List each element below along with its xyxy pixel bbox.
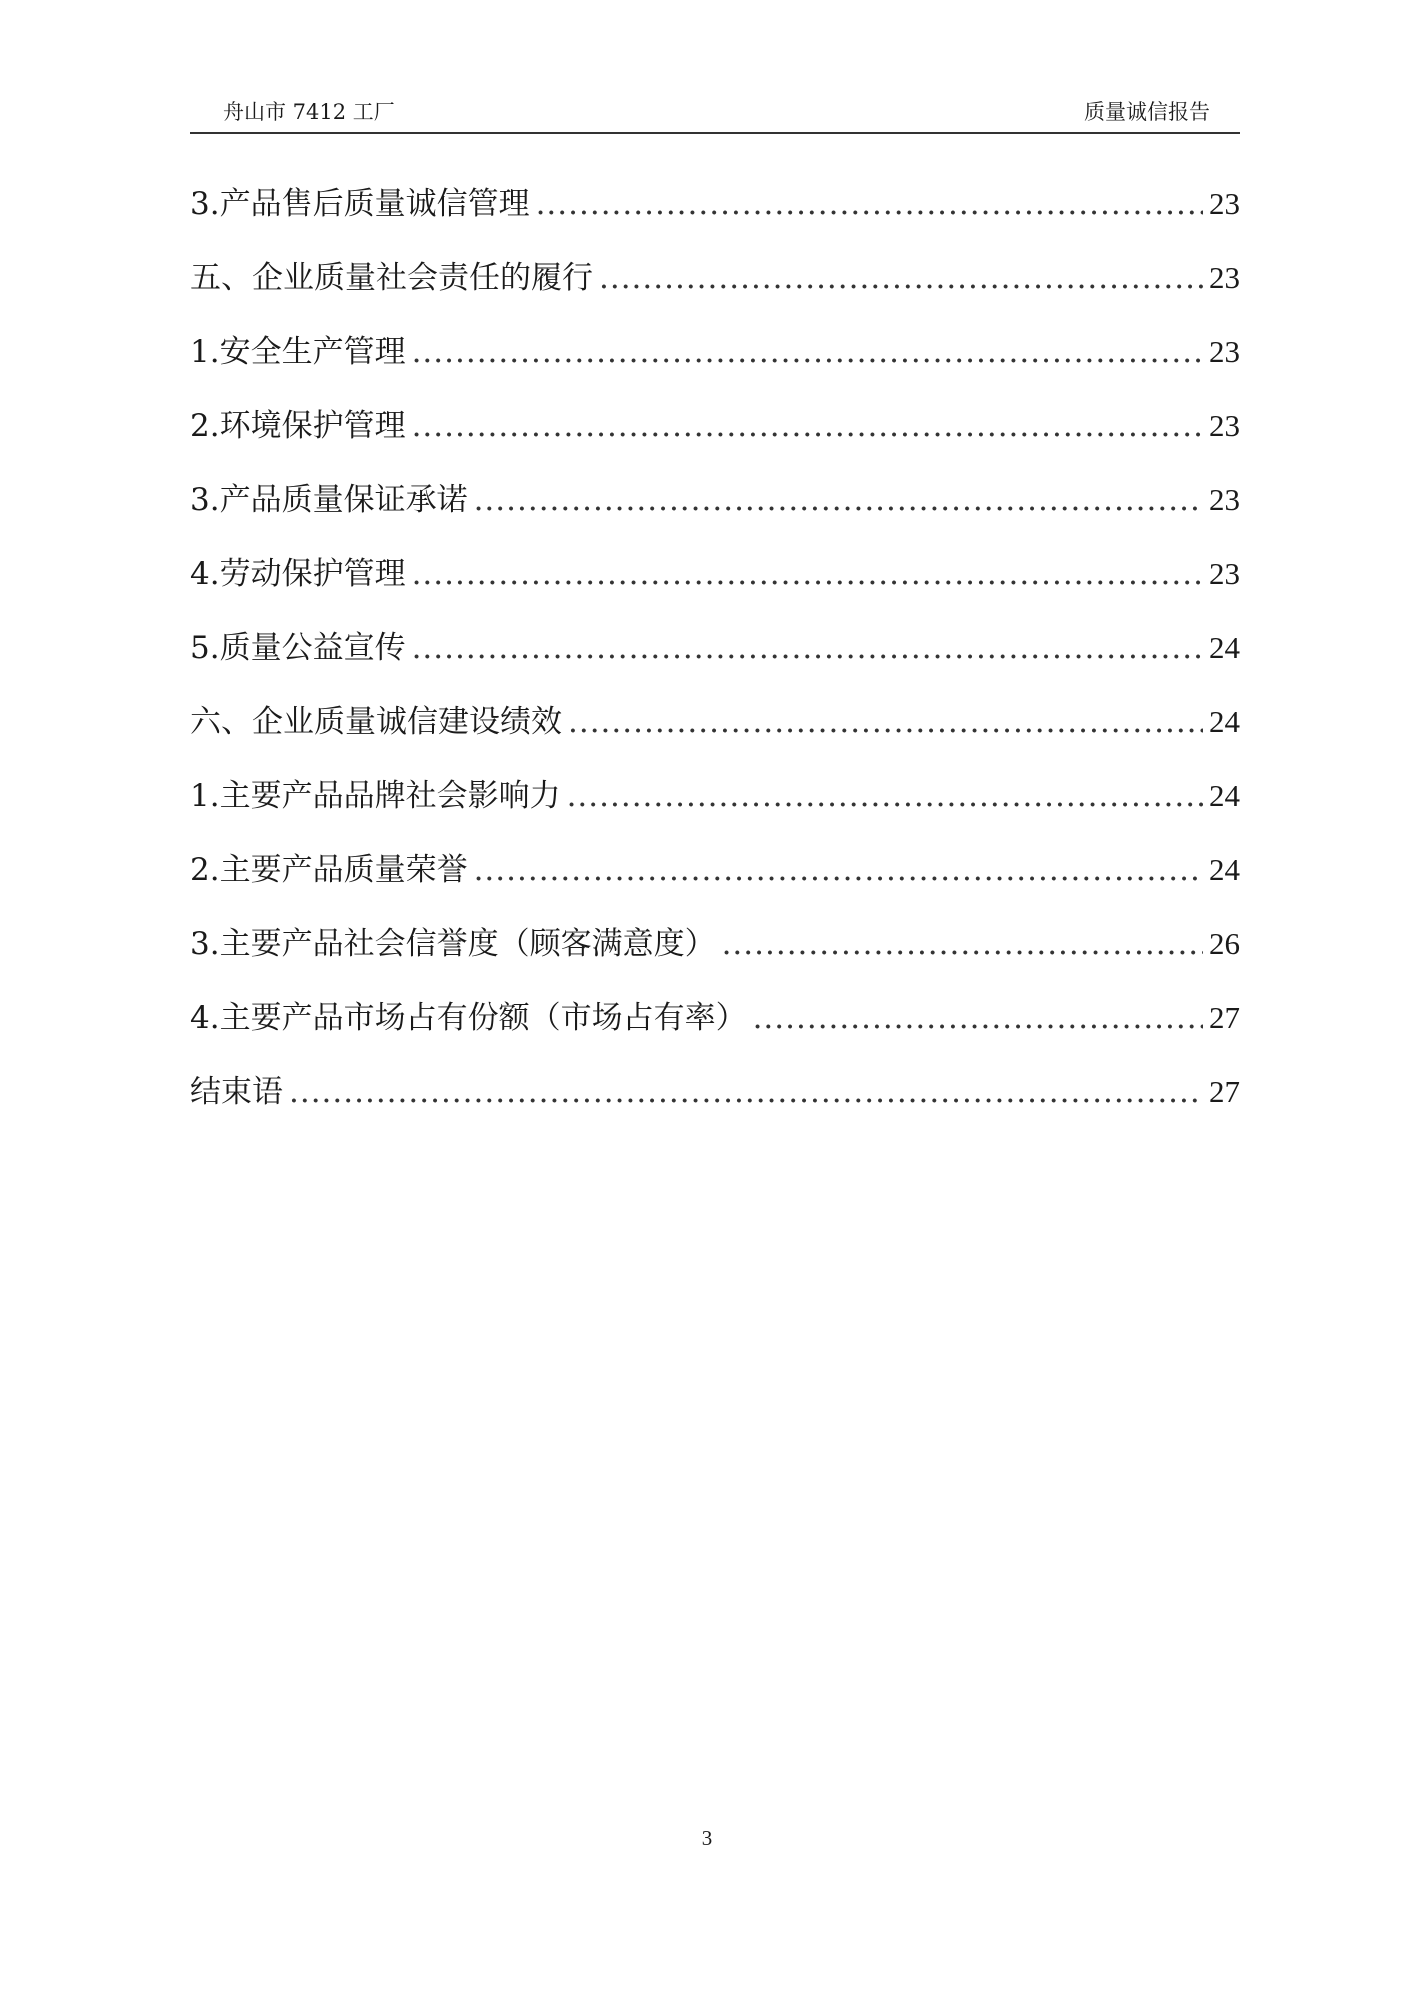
toc-dot-leader bbox=[412, 404, 1203, 448]
toc-dot-leader bbox=[536, 182, 1203, 226]
toc-entry[interactable] bbox=[190, 1070, 1240, 1144]
toc-entry-title: 五、企业质量社会责任的履行 bbox=[190, 260, 593, 296]
toc-entry-page: 23 bbox=[1209, 556, 1240, 591]
toc-entry-page: 26 bbox=[1209, 926, 1240, 961]
toc-entry[interactable] bbox=[190, 774, 1240, 848]
toc-entry[interactable] bbox=[190, 848, 1240, 922]
toc-entry-page: 24 bbox=[1209, 704, 1240, 739]
toc-entry[interactable] bbox=[190, 182, 1240, 256]
toc-entry[interactable] bbox=[190, 478, 1240, 552]
toc-entry-page: 27 bbox=[1209, 1000, 1240, 1035]
toc-entry[interactable] bbox=[190, 922, 1240, 996]
toc-entry-title: 1.安全生产管理 bbox=[190, 334, 406, 370]
toc-entry-page: 23 bbox=[1209, 482, 1240, 517]
header-organization: 舟山市 7412 工厂 bbox=[223, 100, 395, 124]
toc-entry-page: 23 bbox=[1209, 334, 1240, 369]
toc-dot-leader bbox=[412, 552, 1203, 596]
toc-dot-leader bbox=[474, 478, 1203, 522]
toc-entry[interactable] bbox=[190, 404, 1240, 478]
header-report-title: 质量诚信报告 bbox=[1084, 100, 1210, 124]
toc-entry-page: 23 bbox=[1209, 260, 1240, 295]
toc-entry[interactable] bbox=[190, 256, 1240, 330]
toc-entry-title: 2.主要产品质量荣誉 bbox=[190, 852, 468, 888]
toc-dot-leader bbox=[568, 700, 1203, 744]
toc-entry[interactable] bbox=[190, 996, 1240, 1070]
toc-entry-title: 1.主要产品品牌社会影响力 bbox=[190, 778, 561, 814]
toc-entry-title: 3.产品质量保证承诺 bbox=[190, 482, 468, 518]
toc-entry-title: 3.产品售后质量诚信管理 bbox=[190, 186, 530, 222]
toc-entry-page: 23 bbox=[1209, 408, 1240, 443]
toc-entry-title: 5.质量公益宣传 bbox=[190, 630, 406, 666]
page-header bbox=[190, 98, 1240, 134]
toc-dot-leader bbox=[289, 1070, 1203, 1114]
toc-dot-leader bbox=[599, 256, 1203, 300]
toc-entry-title: 4.主要产品市场占有份额（市场占有率） bbox=[190, 1000, 747, 1036]
toc-entry-page: 24 bbox=[1209, 630, 1240, 665]
toc-entry-title: 3.主要产品社会信誉度（顾客满意度） bbox=[190, 926, 716, 962]
toc-entry[interactable] bbox=[190, 552, 1240, 626]
table-of-contents bbox=[190, 182, 1240, 1144]
toc-entry-title: 结束语 bbox=[190, 1074, 283, 1110]
toc-dot-leader bbox=[474, 848, 1203, 892]
toc-dot-leader bbox=[753, 996, 1203, 1040]
page-number: 3 bbox=[701, 1826, 713, 1850]
toc-entry[interactable] bbox=[190, 330, 1240, 404]
toc-dot-leader bbox=[412, 330, 1203, 374]
toc-entry-page: 24 bbox=[1209, 852, 1240, 887]
toc-entry-title: 4.劳动保护管理 bbox=[190, 556, 406, 592]
toc-entry-page: 23 bbox=[1209, 186, 1240, 221]
toc-dot-leader bbox=[412, 626, 1203, 670]
toc-entry[interactable] bbox=[190, 700, 1240, 774]
toc-entry-title: 2.环境保护管理 bbox=[190, 408, 406, 444]
toc-entry-page: 24 bbox=[1209, 778, 1240, 813]
toc-entry[interactable] bbox=[190, 626, 1240, 700]
toc-dot-leader bbox=[567, 774, 1203, 818]
toc-entry-title: 六、企业质量诚信建设绩效 bbox=[190, 704, 562, 740]
toc-dot-leader bbox=[722, 922, 1203, 966]
toc-entry-page: 27 bbox=[1209, 1074, 1240, 1109]
